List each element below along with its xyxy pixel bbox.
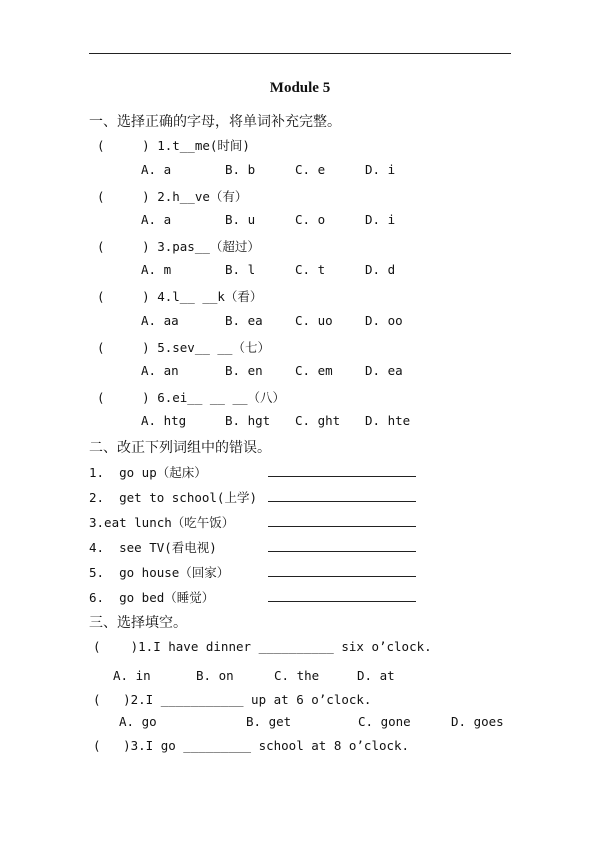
s2-answer-line-5[interactable]	[268, 576, 416, 577]
s1-q6-opt-d: D. hte	[365, 413, 411, 428]
s2-item-3: 3.eat lunch（吃午饭）	[89, 515, 235, 530]
s2-item-1: 1. go up（起床）	[89, 465, 207, 480]
s1-q6-opt-b: B. hgt	[225, 413, 271, 428]
s1-q1-opt-d: D. i	[365, 162, 396, 177]
s3-q1-opt-d: D. at	[357, 668, 395, 683]
s3-q1-stem: ( )1.I have dinner __________ six o’clock.	[93, 639, 432, 654]
s2-item-5: 5. go house（回家）	[89, 565, 230, 580]
s2-item-2: 2. get to school(上学)	[89, 490, 257, 505]
s1-q5-opt-c: C. em	[295, 363, 333, 378]
section3-heading: 三、选择填空。	[89, 615, 187, 631]
s2-answer-line-1[interactable]	[268, 476, 416, 477]
s1-q5-opt-b: B. en	[225, 363, 263, 378]
s1-q3-opt-b: B. l	[225, 262, 256, 277]
s1-q4-opt-d: D. oo	[365, 313, 403, 328]
s2-answer-line-6[interactable]	[268, 601, 416, 602]
section2-heading: 二、改正下列词组中的错误。	[89, 440, 271, 456]
s1-q4-opt-c: C. uo	[295, 313, 333, 328]
s1-q6-opt-a: A. htg	[141, 413, 187, 428]
s1-q4-opt-a: A. aa	[141, 313, 179, 328]
s2-item-6: 6. go bed（睡觉）	[89, 590, 215, 605]
s1-q1-opt-c: C. e	[295, 162, 326, 177]
s1-q2-opt-d: D. i	[365, 212, 396, 227]
s1-q3-opt-a: A. m	[141, 262, 172, 277]
s1-q3-opt-d: D. d	[365, 262, 396, 277]
s3-q2-opt-d: D. goes	[451, 714, 504, 729]
s1-q4-stem: ( ) 4.l__ __k（看）	[97, 289, 263, 304]
s1-q5-stem: ( ) 5.sev__ __（七）	[97, 340, 270, 355]
section1-heading: 一、选择正确的字母，将单词补充完整。	[89, 114, 341, 130]
s3-q2-opt-c: C. gone	[358, 714, 411, 729]
s1-q2-opt-c: C. o	[295, 212, 326, 227]
s3-q2-opt-b: B. get	[246, 714, 292, 729]
s1-q3-stem: ( ) 3.pas__（超过）	[97, 239, 260, 254]
s3-q3-stem: ( )3.I go _________ school at 8 o’clock.	[93, 738, 410, 753]
page-title: Module 5	[269, 80, 331, 96]
s2-answer-line-4[interactable]	[268, 551, 416, 552]
s1-q2-opt-a: A. a	[141, 212, 172, 227]
s1-q2-stem: ( ) 2.h__ve（有）	[97, 189, 248, 204]
s3-q2-opt-a: A. go	[119, 714, 157, 729]
s1-q4-opt-b: B. ea	[225, 313, 263, 328]
s2-answer-line-3[interactable]	[268, 526, 416, 527]
top-rule	[89, 53, 511, 54]
s1-q2-opt-b: B. u	[225, 212, 256, 227]
s3-q1-opt-c: C. the	[274, 668, 320, 683]
s1-q1-opt-b: B. b	[225, 162, 256, 177]
s1-q6-opt-c: C. ght	[295, 413, 341, 428]
s3-q1-opt-a: A. in	[113, 668, 151, 683]
s1-q6-stem: ( ) 6.ei__ __ __（八）	[97, 390, 286, 405]
s2-answer-line-2[interactable]	[268, 501, 416, 502]
s1-q1-opt-a: A. a	[141, 162, 172, 177]
s1-q5-opt-d: D. ea	[365, 363, 403, 378]
s1-q1-stem: ( ) 1.t__me(时间)	[97, 138, 250, 153]
s3-q1-opt-b: B. on	[196, 668, 234, 683]
s2-item-4: 4. see TV(看电视)	[89, 540, 217, 555]
s1-q3-opt-c: C. t	[295, 262, 326, 277]
s1-q5-opt-a: A. an	[141, 363, 179, 378]
s3-q2-stem: ( )2.I ___________ up at 6 o’clock.	[93, 692, 372, 707]
